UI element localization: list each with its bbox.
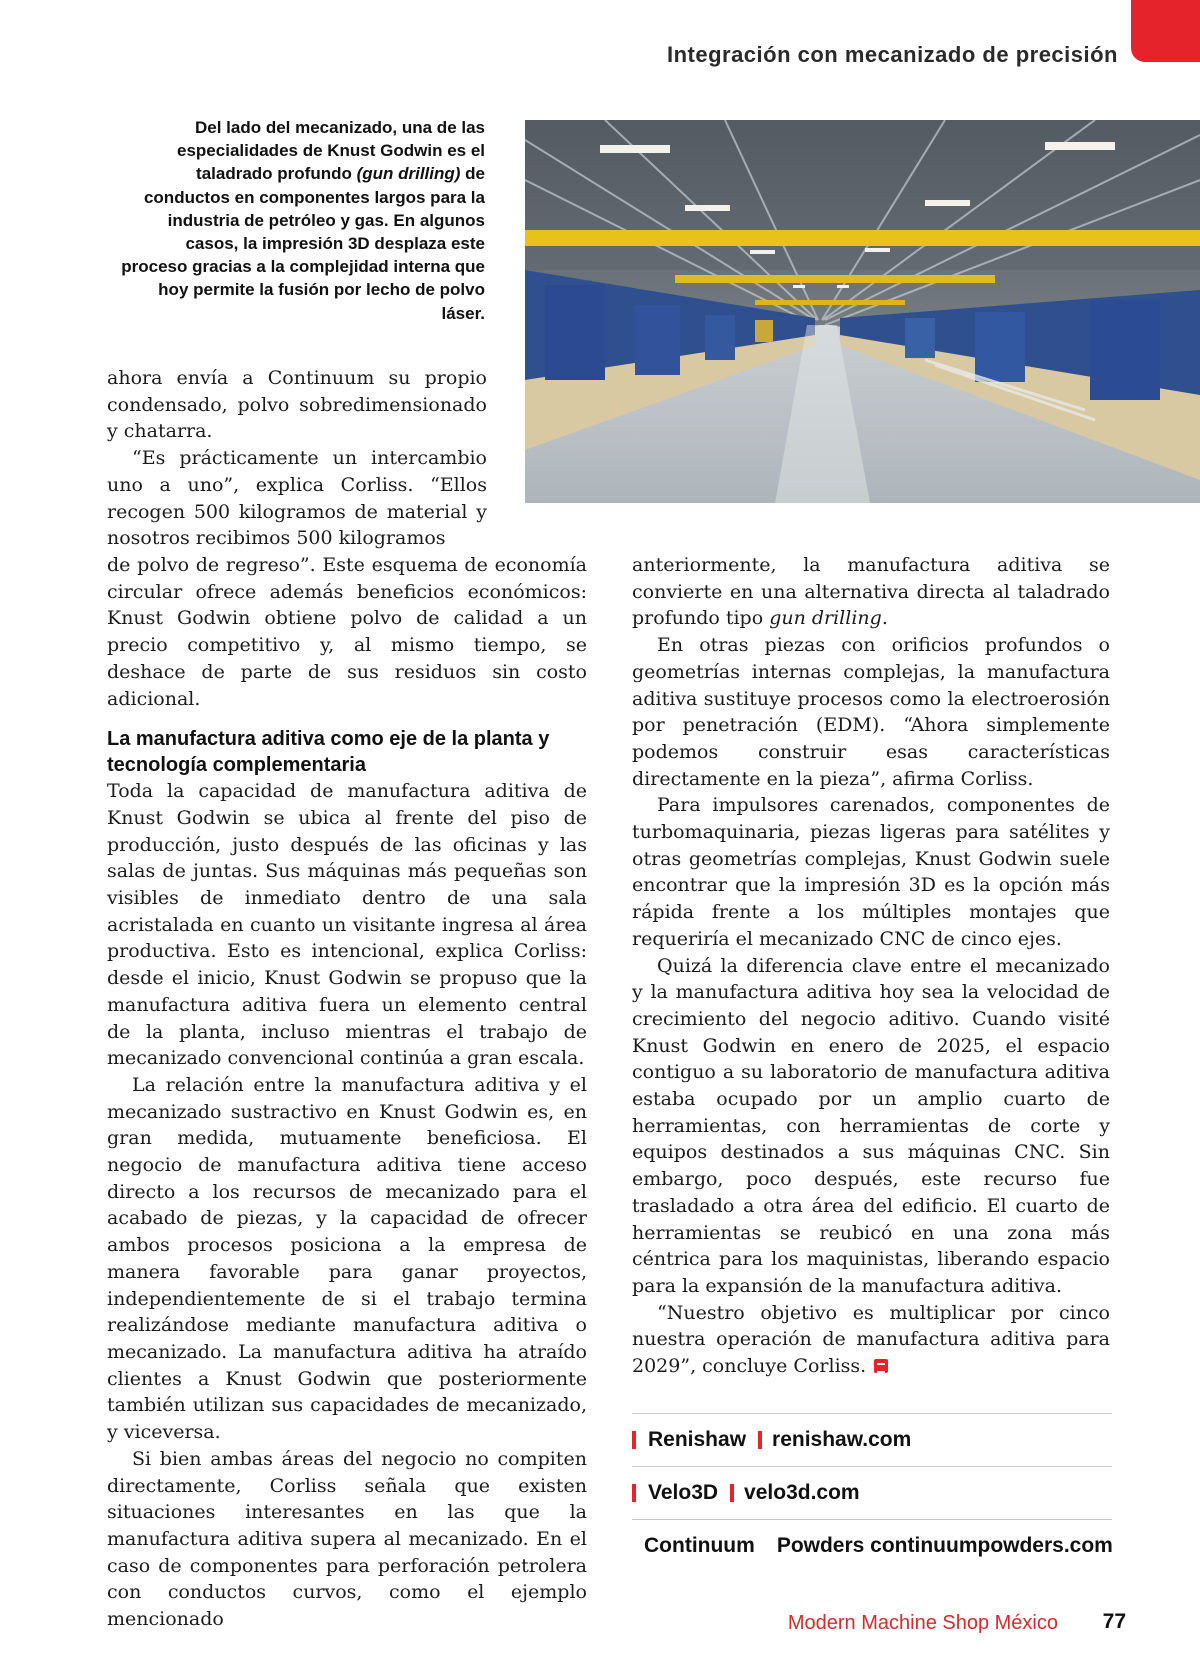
separator-bar — [758, 1431, 762, 1449]
right-column — [632, 552, 1110, 1380]
separator-bar — [632, 1484, 636, 1502]
italic-term: gun drilling — [769, 607, 882, 630]
paragraph: Para impulsores carenados, componentes de turbomaquinaria, piezas ligeras para satélites y otras geometrías complejas, Knust Godwin suele encontrar que la impresión 3D es la opción más rápida frente a los múltiples montajes que requeriría el mecanizado CNC de cinco ejes. — [632, 794, 1110, 950]
running-head: Integración con mecanizado de precisión — [666, 42, 1118, 67]
resource-row-velo3d — [632, 1466, 1112, 1519]
section-subheading: La manufactura aditiva como eje de la planta y tecnología complementaria — [107, 728, 550, 777]
paragraph: En otras piezas con orificios profundos o geometrías internas complejas, la manufactura aditiva sustituye procesos como la electroerosión por penetración (EDM). “Ahora simplemente podemos construir esas características directamente en la pieza”, afirma Corliss. — [632, 634, 1110, 790]
resource-link[interactable]: Powders continuumpowders.com — [776, 1534, 1113, 1557]
photo-caption — [120, 116, 485, 325]
paragraph: Toda la capacidad de manufactura aditiva de Knust Godwin se ubica al frente del piso de producción, justo después de las oficinas y las salas de juntas. Sus máquinas más pequeñas son visibles de inmediato dentro de una sala acristalada en cuanto un visitante ingresa al área productiva. Esto es intencional, explica Corliss: desde el inicio, Knust Godwin se propuso que la manufactura aditiva fuera un elemento central de la planta, incluso mientras el trabajo de mecanizado convencional continúa a gran escala. — [107, 780, 587, 1070]
resource-row-renishaw — [632, 1413, 1112, 1466]
resource-company: Renishaw — [648, 1428, 747, 1451]
factory-floor-illustration — [525, 120, 1200, 503]
resource-links — [632, 1413, 1112, 1572]
caption-text-1: Del lado del mecanizado, una de las especialidades de Knust Godwin es el taladrado profundo — [177, 118, 485, 184]
paragraph-continued: de polvo de regreso”. Este esquema de economía circular ofrece además beneficios económicos: Knust Godwin obtiene polvo de calidad a un precio competitivo y, al mismo tiempo, se deshace de parte de sus residuos sin costo adicional. — [107, 554, 587, 710]
closing-quote: “Nuestro objetivo es multiplicar por cinco nuestra operación de manufactura aditiva para 2029”, concluye Corliss. — [632, 1301, 1110, 1378]
resource-link[interactable]: velo3d.com — [744, 1481, 860, 1504]
left-column-top — [107, 365, 487, 552]
separator-bar — [730, 1484, 734, 1502]
end-of-article-icon — [874, 1359, 888, 1373]
page-number: 77 — [1102, 1610, 1126, 1633]
left-column — [107, 552, 587, 1633]
paragraph: Si bien ambas áreas del negocio no compiten directamente, Corliss señala que existen situaciones interesantes en las que la manufactura aditiva supera al mecanizado. En el caso de componentes para perforación petrolera con conductos curvos, como el ejemplo mencionado — [107, 1447, 587, 1631]
machine-shop-photo — [525, 120, 1200, 503]
text-run: . — [881, 607, 888, 630]
paragraph: La relación entre la manufactura aditiva y el mecanizado sustractivo en Knust Godwin es, en gran medida, mutuamente beneficiosa. El negocio de manufactura aditiva tiene acceso directo a los recursos de mecanizado para el acabado de piezas, y la capacidad de ofrecer ambos procesos posiciona a la empresa de manera favorable para ganar proyectos, independientemente de si el trabajo termina realizándose mediante manufactura aditiva o mecanizado. La manufactura aditiva ha atraído clientes a Knust Godwin que posteriormente también utilizan sus capacidades de mecanizado, y viceversa. — [107, 1073, 587, 1444]
text-run: anteriormente, la manufactura aditiva se convierte en una alternativa directa al taladrado profundo tipo — [632, 554, 1110, 630]
resource-row-continuum — [632, 1519, 1112, 1572]
paragraph-continued — [632, 552, 1110, 632]
section-color-tab — [1131, 0, 1200, 62]
footer-magazine-name: Modern Machine Shop México — [787, 1612, 1058, 1634]
separator-bar — [632, 1431, 636, 1449]
closing-paragraph — [632, 1300, 1110, 1380]
paragraph: ahora envía a Continuum su propio condensado, polvo sobredimensionado y chatarra. — [107, 367, 487, 443]
resource-company: Continuum — [644, 1534, 755, 1557]
caption-italic: (gun drilling) — [356, 164, 461, 184]
paragraph: “Es prácticamente un intercambio uno a uno”, explica Corliss. “Ellos recogen 500 kilogramos de material y nosotros recibimos 500 kilogramos — [107, 447, 487, 550]
caption-text-2: de conductos en componentes largos para la industria de petróleo y gas. En algunos casos, la impresión 3D desplaza este proceso gracias a la complejidad interna que hoy permite la fusión por lecho de polvo láser. — [121, 164, 485, 323]
resource-link[interactable]: renishaw.com — [772, 1428, 912, 1451]
paragraph: Quizá la diferencia clave entre el mecanizado y la manufactura aditiva hoy sea la velocidad de crecimiento del negocio aditivo. Cuando visité Knust Godwin en enero de 2025, el espacio contiguo a su laboratorio de manufactura aditiva estaba ocupado por un amplio cuarto de herramientas, con herramientas de corte y equipos destinados a sus máquinas CNC. Sin embargo, poco después, este recurso fue trasladado a otra área del edificio. El cuarto de herramientas se reubicó en una zona más céntrica para los maquinistas, liberando espacio para la expansión de la manufactura aditiva. — [632, 954, 1110, 1297]
resource-company: Velo3D — [648, 1481, 719, 1504]
